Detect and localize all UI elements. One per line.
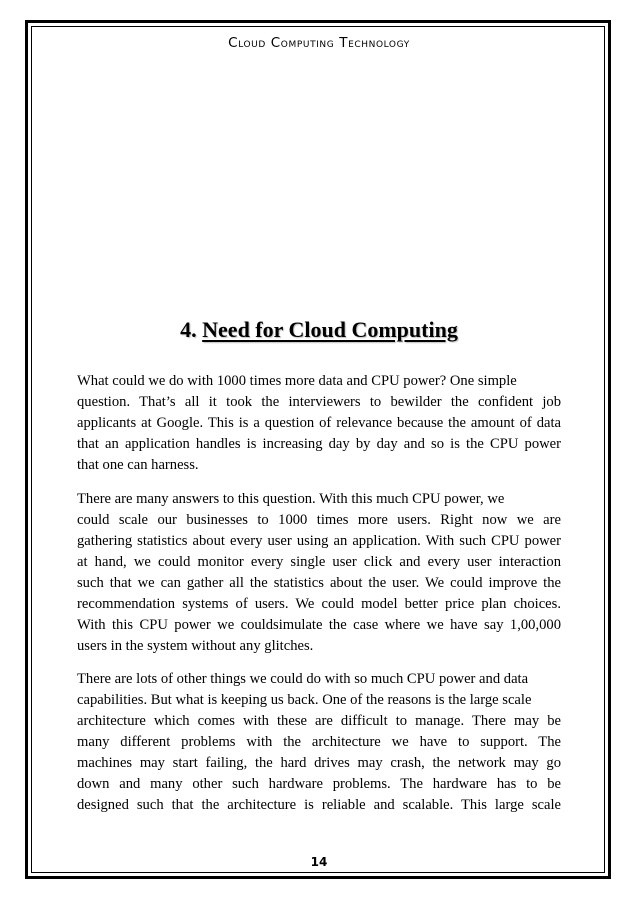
- paragraph-line: architecture which comes with these are difficult to manage. There may be: [77, 713, 561, 729]
- paragraph-line: recommendation systems of users. We could model better price plan choices.: [77, 596, 561, 612]
- paragraph-line: capabilities. But what is keeping us back. One of the reasons is the large scale: [77, 692, 532, 708]
- paragraph-line: many different problems with the architecture we have to support. The: [77, 734, 561, 750]
- page-number: 14: [310, 855, 328, 869]
- paragraph-line: could scale our businesses to 1000 times more users. Right now we are: [77, 512, 561, 528]
- paragraph-line: users in the system without any glitches.: [77, 638, 314, 654]
- paragraph-line: designed such that the architecture is reliable and scalable. This large scale: [77, 797, 561, 813]
- section-number: 4.: [180, 317, 203, 342]
- paragraph-line: applicants at Google. This is a question of relevance because the amount of data: [77, 415, 561, 431]
- paragraph-line: that one can harness.: [77, 457, 199, 473]
- section-title-text: Need for Cloud Computing: [202, 317, 458, 342]
- paragraph-line: machines may start failing, the hard drives may crash, the network may go: [77, 755, 561, 771]
- paragraph-line: such that we can gather all the statistics about the user. We could improve the: [77, 575, 561, 591]
- paragraph-line: down and many other such hardware problems. The hardware has to be: [77, 776, 561, 792]
- paragraph-line: There are many answers to this question. With this much CPU power, we: [77, 491, 505, 507]
- paragraph-line: There are lots of other things we could do with so much CPU power and data: [77, 671, 529, 687]
- paragraph-line: that an application handles is increasing day by day and so is the CPU power: [77, 436, 561, 452]
- paragraph-line: at hand, we could monitor every single user click and every user interaction: [77, 554, 561, 570]
- paragraph-1: [77, 371, 561, 476]
- paragraph-line: question. That’s all it took the interviewers to bewilder the confident job: [77, 394, 561, 410]
- paragraph-3: [77, 669, 561, 816]
- paragraph-line: gathering statistics about every user using an application. With such CPU power: [77, 533, 561, 549]
- paragraph-2: [77, 489, 561, 657]
- paragraph-line: With this CPU power we couldsimulate the case where we have say 1,00,000: [77, 617, 561, 633]
- paragraph-line: What could we do with 1000 times more data and CPU power? One simple: [77, 373, 517, 389]
- section-title: [0, 317, 638, 343]
- running-header: Cloud Computing Technology: [228, 35, 410, 51]
